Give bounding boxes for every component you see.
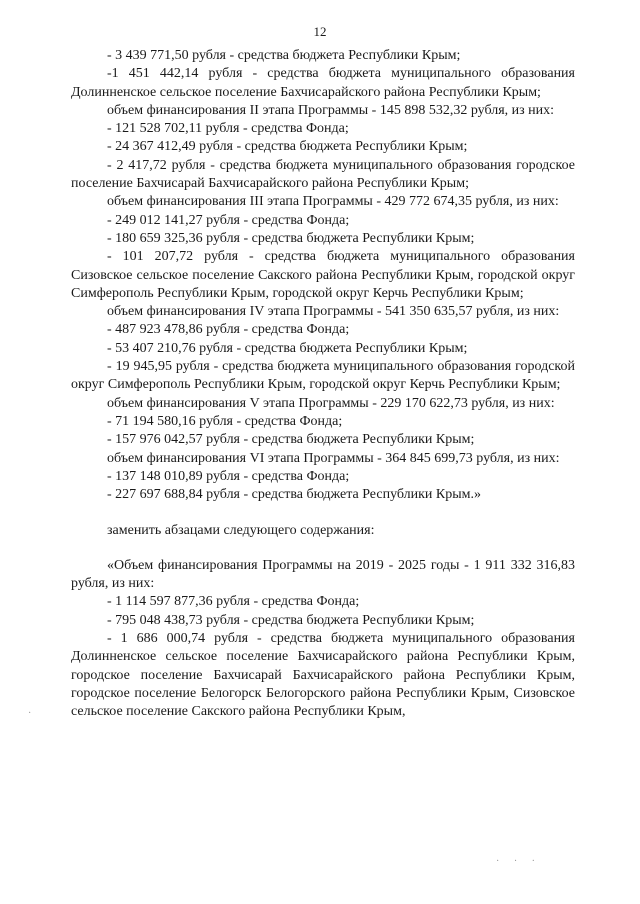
paragraph: объем финансирования III этапа Программы - 429 772 674,35 рубля, из них:	[107, 194, 559, 210]
paragraph: объем финансирования V этапа Программы - 229 170 622,73 рубля, из них:	[107, 395, 555, 411]
spacer	[71, 504, 575, 522]
paragraph: - 2 417,72 рубля - средства бюджета муниципального образования городское поселение Бахчисарай Бахчисарайского района Республики Крым;	[71, 157, 575, 192]
paragraph: - 24 367 412,49 рубля - средства бюджета Республики Крым;	[107, 139, 468, 155]
paragraph: - 180 659 325,36 рубля - средства бюджета Республики Крым;	[107, 230, 475, 246]
paragraph: - 249 012 141,27 рубля - средства Фонда;	[107, 212, 350, 228]
paragraph: - 137 148 010,89 рубля - средства Фонда;	[107, 468, 350, 484]
paragraph: объем финансирования IV этапа Программы - 541 350 635,57 рубля, из них:	[107, 304, 560, 320]
document-body	[71, 47, 575, 721]
replace-instruction: заменить абзацами следующего содержания:	[107, 523, 375, 539]
paragraph: объем финансирования II этапа Программы - 145 898 532,32 рубля, из них:	[107, 102, 555, 118]
page-number: 12	[313, 24, 327, 39]
paragraph: - 157 976 042,57 рубля - средства бюджета Республики Крым;	[107, 432, 475, 448]
scan-speck: ·	[28, 708, 32, 719]
paragraph: - 53 407 210,76 рубля - средства бюджета Республики Крым;	[107, 340, 468, 356]
paragraph: - 227 697 688,84 рубля - средства бюджета Республики Крым.»	[107, 487, 482, 503]
spacer	[71, 541, 575, 557]
paragraph: - 19 945,95 рубля - средства бюджета муниципального образования городской округ Симферополь Республики Крым, городской округ Керчь Республики Крым;	[71, 359, 575, 393]
paragraph: - 1 686 000,74 рубля - средства бюджета муниципального образования Долинненское сельское поселение Бахчисарайского района Республики Крым, городское поселение Бахчисарай Бахчисарайского района Республики Крым, городское поселение Белогорск Белогорского района Республики Крым, Сизовское сельское поселение Сакского района Республики Крым,	[71, 630, 575, 720]
paragraph: - 3 439 771,50 рубля - средства бюджета Республики Крым;	[107, 48, 461, 63]
scan-speck: · · ·	[496, 856, 541, 867]
paragraph: - 795 048 438,73 рубля - средства бюджета Республики Крым;	[107, 612, 475, 628]
paragraph: - 71 194 580,16 рубля - средства Фонда;	[107, 413, 343, 429]
paragraph: -1 451 442,14 рубля - средства бюджета муниципального образования Долинненское сельское поселение Бахчисарайского района Республики Крым;	[71, 66, 575, 100]
paragraph: - 487 923 478,86 рубля - средства Фонда;	[107, 322, 350, 338]
paragraph: объем финансирования VI этапа Программы - 364 845 699,73 рубля, из них:	[107, 450, 560, 466]
paragraph: - 121 528 702,11 рубля - средства Фонда;	[107, 121, 349, 137]
paragraph: - 1 114 597 877,36 рубля - средства Фонда;	[107, 594, 360, 610]
paragraph: «Объем финансирования Программы на 2019 - 2025 годы - 1 911 332 316,83 рубля, из них:	[71, 557, 575, 592]
paragraph: - 101 207,72 рубля - средства бюджета муниципального образования Сизовское сельское поселение Сакского района Республики Крым, городской округ Симферополь Республики Крым, городской округ Керчь Республики Крым;	[71, 249, 575, 301]
